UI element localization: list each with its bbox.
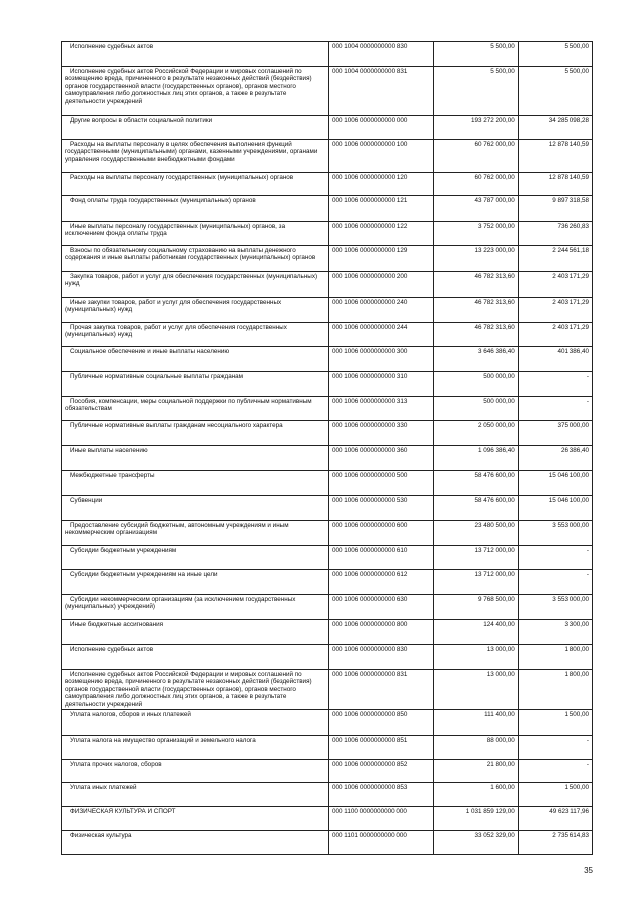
- row-plan-cell: 13 000,00: [434, 670, 519, 710]
- row-code-cell: 000 1006 0000000000 853: [329, 783, 434, 807]
- row-plan-cell: 124 400,00: [434, 620, 519, 645]
- row-plan-cell: 58 476 600,00: [434, 471, 519, 496]
- table-row: [62, 246, 593, 272]
- table-row: [62, 196, 593, 222]
- table-row: [62, 831, 593, 855]
- row-plan-cell: 43 787 000,00: [434, 196, 519, 222]
- row-code-cell: 000 1101 0000000000 000: [329, 831, 434, 855]
- table-row: [62, 595, 593, 620]
- row-fact-cell: -: [518, 372, 592, 397]
- page-number: 35: [584, 866, 593, 875]
- row-plan-cell: 5 500,00: [434, 42, 519, 67]
- row-plan-cell: 46 782 313,60: [434, 272, 519, 298]
- row-name-cell: Иные закупки товаров, работ и услуг для обеспечения государственных (муниципальных) нужд: [62, 298, 329, 323]
- table-row: [62, 446, 593, 471]
- table-body: [62, 42, 593, 855]
- row-code-cell: 000 1006 0000000000 300: [329, 347, 434, 372]
- row-name-cell: Физическая культура: [62, 831, 329, 855]
- table-row: [62, 116, 593, 140]
- row-code-cell: 000 1006 0000000000 120: [329, 173, 434, 196]
- row-name-cell: Прочая закупка товаров, работ и услуг для обеспечения государственных (муниципальных) нужд: [62, 323, 329, 347]
- table-row: [62, 620, 593, 645]
- table-row: [62, 372, 593, 397]
- row-name-cell: Субсидии бюджетным учреждениям на иные цели: [62, 570, 329, 595]
- row-fact-cell: -: [518, 736, 592, 760]
- row-name-cell: Уплата прочих налогов, сборов: [62, 760, 329, 783]
- row-code-cell: 000 1006 0000000000 500: [329, 471, 434, 496]
- row-code-cell: 000 1006 0000000000 852: [329, 760, 434, 783]
- row-code-cell: 000 1006 0000000000 600: [329, 521, 434, 546]
- row-plan-cell: 13 223 000,00: [434, 246, 519, 272]
- row-fact-cell: 49 623 117,96: [518, 807, 592, 831]
- row-plan-cell: 1 600,00: [434, 783, 519, 807]
- row-code-cell: 000 1006 0000000000 830: [329, 645, 434, 670]
- row-name-cell: Социальное обеспечение и иные выплаты населению: [62, 347, 329, 372]
- row-code-cell: 000 1006 0000000000 129: [329, 246, 434, 272]
- row-code-cell: 000 1006 0000000000 100: [329, 140, 434, 173]
- table-row: [62, 471, 593, 496]
- row-plan-cell: 3 646 386,40: [434, 347, 519, 372]
- row-code-cell: 000 1006 0000000000 612: [329, 570, 434, 595]
- row-fact-cell: -: [518, 546, 592, 570]
- row-fact-cell: -: [518, 760, 592, 783]
- row-fact-cell: 3 300,00: [518, 620, 592, 645]
- row-code-cell: 000 1006 0000000000 121: [329, 196, 434, 222]
- row-fact-cell: 5 500,00: [518, 67, 592, 116]
- row-fact-cell: 2 403 171,29: [518, 272, 592, 298]
- row-name-cell: Исполнение судебных актов: [62, 42, 329, 67]
- row-fact-cell: 2 403 171,29: [518, 298, 592, 323]
- row-fact-cell: 375 000,00: [518, 421, 592, 446]
- row-name-cell: Взносы по обязательному социальному страхованию на выплаты денежного содержания и иные выплаты работникам государственных (муниципальных) органов: [62, 246, 329, 272]
- row-code-cell: 000 1006 0000000000 530: [329, 496, 434, 521]
- row-fact-cell: 15 046 100,00: [518, 496, 592, 521]
- table-row: [62, 645, 593, 670]
- row-fact-cell: 26 386,40: [518, 446, 592, 471]
- row-name-cell: Расходы на выплаты персоналу в целях обеспечения выполнения функций государственными (муниципальными) органами, казенными учреждениями, органами управления государственными внебюджетными фондами: [62, 140, 329, 173]
- row-plan-cell: 23 480 500,00: [434, 521, 519, 546]
- row-name-cell: Иные выплаты населению: [62, 446, 329, 471]
- row-name-cell: ФИЗИЧЕСКАЯ КУЛЬТУРА И СПОРТ: [62, 807, 329, 831]
- row-name-cell: Публичные нормативные выплаты гражданам несоциального характера: [62, 421, 329, 446]
- row-plan-cell: 46 782 313,60: [434, 298, 519, 323]
- row-code-cell: 000 1006 0000000000 850: [329, 710, 434, 736]
- table-row: [62, 67, 593, 116]
- row-fact-cell: 2 244 561,18: [518, 246, 592, 272]
- row-plan-cell: 1 096 386,40: [434, 446, 519, 471]
- row-fact-cell: 34 285 098,28: [518, 116, 592, 140]
- row-fact-cell: 3 553 000,00: [518, 521, 592, 546]
- row-code-cell: 000 1006 0000000000 630: [329, 595, 434, 620]
- row-plan-cell: 21 800,00: [434, 760, 519, 783]
- table-row: [62, 760, 593, 783]
- row-fact-cell: 15 046 100,00: [518, 471, 592, 496]
- table-row: [62, 222, 593, 246]
- row-name-cell: Межбюджетные трансферты: [62, 471, 329, 496]
- row-plan-cell: 60 762 000,00: [434, 140, 519, 173]
- row-name-cell: Фонд оплаты труда государственных (муниципальных) органов: [62, 196, 329, 222]
- row-fact-cell: 3 553 000,00: [518, 595, 592, 620]
- row-name-cell: Публичные нормативные социальные выплаты гражданам: [62, 372, 329, 397]
- row-plan-cell: 193 272 200,00: [434, 116, 519, 140]
- row-code-cell: 000 1100 0000000000 000: [329, 807, 434, 831]
- row-name-cell: Исполнение судебных актов Российской Федерации и мировых соглашений по возмещению вреда, причиненного в результате незаконных действий (бездействия) органов государственной власти (государственных органов), органов местного самоуправления либо должностных лиц этих органов, а также в результате деятельности учреждений: [62, 67, 329, 116]
- row-code-cell: 000 1006 0000000000 200: [329, 272, 434, 298]
- row-plan-cell: 5 500,00: [434, 67, 519, 116]
- row-fact-cell: 12 878 140,59: [518, 140, 592, 173]
- table-row: [62, 323, 593, 347]
- table-row: [62, 710, 593, 736]
- row-fact-cell: 736 260,83: [518, 222, 592, 246]
- row-code-cell: 000 1006 0000000000 330: [329, 421, 434, 446]
- row-name-cell: Иные выплаты персоналу государственных (муниципальных) органов, за исключением фонда оплаты труда: [62, 222, 329, 246]
- row-name-cell: Субвенции: [62, 496, 329, 521]
- row-code-cell: 000 1006 0000000000 240: [329, 298, 434, 323]
- table-row: [62, 496, 593, 521]
- table-row: [62, 298, 593, 323]
- table-row: [62, 173, 593, 196]
- row-name-cell: Иные бюджетные ассигнования: [62, 620, 329, 645]
- row-plan-cell: 46 782 313,60: [434, 323, 519, 347]
- row-name-cell: Предоставление субсидий бюджетным, автономным учреждениям и иным некоммерческим организациям: [62, 521, 329, 546]
- table-row: [62, 272, 593, 298]
- row-code-cell: 000 1006 0000000000 800: [329, 620, 434, 645]
- row-name-cell: Субсидии бюджетным учреждениям: [62, 546, 329, 570]
- row-name-cell: Уплата налогов, сборов и иных платежей: [62, 710, 329, 736]
- row-name-cell: Уплата налога на имущество организаций и земельного налога: [62, 736, 329, 760]
- table-row: [62, 807, 593, 831]
- row-plan-cell: 111 400,00: [434, 710, 519, 736]
- row-plan-cell: 60 762 000,00: [434, 173, 519, 196]
- row-plan-cell: 9 768 500,00: [434, 595, 519, 620]
- table-row: [62, 521, 593, 546]
- row-plan-cell: 13 712 000,00: [434, 546, 519, 570]
- row-code-cell: 000 1004 0000000000 831: [329, 67, 434, 116]
- row-fact-cell: 1 500,00: [518, 710, 592, 736]
- row-plan-cell: 33 052 329,00: [434, 831, 519, 855]
- row-name-cell: Закупка товаров, работ и услуг для обеспечения государственных (муниципальных) нужд: [62, 272, 329, 298]
- row-name-cell: Другие вопросы в области социальной политики: [62, 116, 329, 140]
- row-code-cell: 000 1004 0000000000 830: [329, 42, 434, 67]
- table-row: [62, 397, 593, 421]
- table-row: [62, 546, 593, 570]
- row-plan-cell: 500 000,00: [434, 397, 519, 421]
- row-plan-cell: 1 031 859 129,00: [434, 807, 519, 831]
- row-plan-cell: 2 050 000,00: [434, 421, 519, 446]
- table-row: [62, 570, 593, 595]
- row-fact-cell: 1 800,00: [518, 670, 592, 710]
- row-plan-cell: 13 000,00: [434, 645, 519, 670]
- row-code-cell: 000 1006 0000000000 313: [329, 397, 434, 421]
- row-fact-cell: 1 800,00: [518, 645, 592, 670]
- row-fact-cell: 1 500,00: [518, 783, 592, 807]
- row-fact-cell: -: [518, 397, 592, 421]
- row-code-cell: 000 1006 0000000000 310: [329, 372, 434, 397]
- row-name-cell: Субсидии некоммерческим организациям (за исключением государственных (муниципальных) учреждений): [62, 595, 329, 620]
- table-row: [62, 670, 593, 710]
- row-fact-cell: 5 500,00: [518, 42, 592, 67]
- row-code-cell: 000 1006 0000000000 122: [329, 222, 434, 246]
- row-plan-cell: 13 712 000,00: [434, 570, 519, 595]
- row-name-cell: Пособия, компенсации, меры социальной поддержки по публичным нормативным обязательствам: [62, 397, 329, 421]
- row-fact-cell: 401 386,40: [518, 347, 592, 372]
- row-code-cell: 000 1006 0000000000 851: [329, 736, 434, 760]
- row-fact-cell: 2 403 171,29: [518, 323, 592, 347]
- row-plan-cell: 3 752 000,00: [434, 222, 519, 246]
- row-code-cell: 000 1006 0000000000 000: [329, 116, 434, 140]
- row-plan-cell: 88 000,00: [434, 736, 519, 760]
- row-code-cell: 000 1006 0000000000 244: [329, 323, 434, 347]
- table-row: [62, 783, 593, 807]
- row-name-cell: Исполнение судебных актов Российской Федерации и мировых соглашений по возмещению вреда, причиненного в результате незаконных действий (бездействия) органов государственной власти (государственных органов), органов местного самоуправления либо должностных лиц этих органов, а также в результате деятельности учреждений: [62, 670, 329, 710]
- row-code-cell: 000 1006 0000000000 360: [329, 446, 434, 471]
- row-name-cell: Уплата иных платежей: [62, 783, 329, 807]
- row-plan-cell: 58 476 600,00: [434, 496, 519, 521]
- row-fact-cell: 12 878 140,59: [518, 173, 592, 196]
- table-row: [62, 140, 593, 173]
- row-name-cell: Расходы на выплаты персоналу государственных (муниципальных) органов: [62, 173, 329, 196]
- table-row: [62, 421, 593, 446]
- row-fact-cell: 2 735 614,83: [518, 831, 592, 855]
- row-fact-cell: -: [518, 570, 592, 595]
- table-row: [62, 736, 593, 760]
- table-row: [62, 42, 593, 67]
- budget-execution-table: [61, 41, 593, 855]
- table-row: [62, 347, 593, 372]
- row-code-cell: 000 1006 0000000000 831: [329, 670, 434, 710]
- row-fact-cell: 9 897 318,58: [518, 196, 592, 222]
- row-code-cell: 000 1006 0000000000 610: [329, 546, 434, 570]
- row-plan-cell: 500 000,00: [434, 372, 519, 397]
- row-name-cell: Исполнение судебных актов: [62, 645, 329, 670]
